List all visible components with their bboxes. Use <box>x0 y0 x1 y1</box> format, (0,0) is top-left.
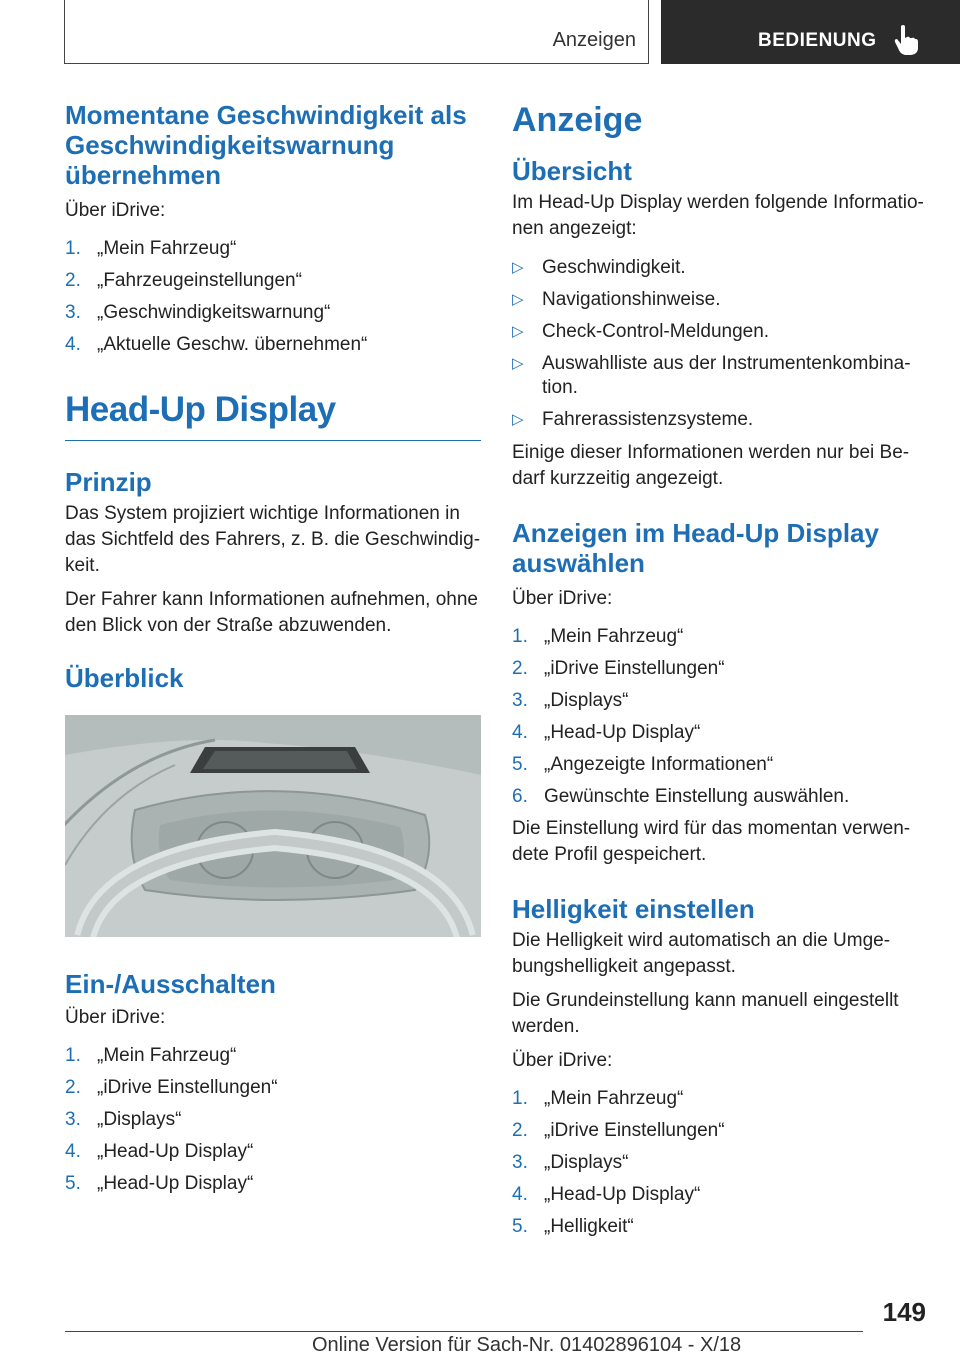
heading-rule <box>65 440 481 441</box>
list-item: 6. Gewünschte Einstellung auswählen. <box>512 786 850 807</box>
list-item: 5. „Head-Up Display“ <box>65 1173 254 1194</box>
info-bullet-list <box>512 256 932 432</box>
heading-helligkeit: Helligkeit einstellen <box>512 894 755 924</box>
list-item: ▷ Auswahlliste aus der Instrumentenkombina- tion. <box>512 353 911 398</box>
list-item: ▷ Check-Control-Meldungen. <box>512 321 770 342</box>
triangle-bullet-icon: ▷ <box>512 323 524 340</box>
pointing-hand-icon <box>893 24 919 56</box>
left-column <box>65 100 481 1203</box>
list-item: 4. „Aktuelle Geschw. übernehmen“ <box>65 334 368 355</box>
page-number: 149 <box>882 1297 926 1327</box>
profil-paragraph: Die Einstellung wird für das momentan verwen- dete Profil gespeichert. <box>512 818 911 865</box>
triangle-bullet-icon: ▷ <box>512 411 524 428</box>
list-item: 4. „Head-Up Display“ <box>512 722 701 743</box>
note-paragraph: Einige dieser Informationen werden nur bei Be- darf kurzzeitig angezeigt. <box>512 442 910 489</box>
header-section-box <box>64 0 649 64</box>
idrive-via-2: Über iDrive: <box>65 1007 166 1028</box>
idrive-via-4: Über iDrive: <box>512 1050 613 1071</box>
steps-list-2 <box>65 1043 481 1197</box>
list-item: 1. „Mein Fahrzeug“ <box>512 626 684 647</box>
helligkeit-paragraph-2: Die Grundeinstellung kann manuell eingestellt werden. <box>512 990 899 1037</box>
list-item: ▷ Fahrerassistenzsysteme. <box>512 409 754 430</box>
list-item: 1. „Mein Fahrzeug“ <box>65 238 237 259</box>
dashboard-figure <box>65 715 481 937</box>
list-item: 5. „Helligkeit“ <box>512 1216 634 1237</box>
heading-uebersicht: Übersicht <box>512 156 632 186</box>
heading-speed-warning: Momentane Geschwindigkeit als Geschwindigkeitswarnung übernehmen <box>65 100 467 190</box>
list-item: 2. „Fahrzeugeinstellungen“ <box>65 270 302 291</box>
idrive-via-1: Über iDrive: <box>65 200 166 221</box>
steps-list-4 <box>512 1086 932 1240</box>
heading-head-up-display: Head-Up Display <box>65 390 336 429</box>
list-item: 2. „iDrive Einstellungen“ <box>512 658 725 679</box>
list-item: 4. „Head-Up Display“ <box>512 1184 701 1205</box>
list-item: ▷ Geschwindigkeit. <box>512 257 686 278</box>
uebersicht-paragraph: Im Head-Up Display werden folgende Informatio- nen angezeigt: <box>512 192 924 239</box>
triangle-bullet-icon: ▷ <box>512 259 524 276</box>
list-item: 3. „Geschwindigkeitswarnung“ <box>65 302 331 323</box>
header-chapter-label: BEDIENUNG <box>758 30 877 51</box>
list-item: 3. „Displays“ <box>65 1109 182 1130</box>
heading-prinzip: Prinzip <box>65 467 152 497</box>
triangle-bullet-icon: ▷ <box>512 291 524 308</box>
helligkeit-paragraph-1: Die Helligkeit wird automatisch an die Umge- bungshelligkeit angepasst. <box>512 930 891 977</box>
steps-list-1 <box>65 236 481 358</box>
heading-anzeige: Anzeige <box>512 101 643 139</box>
list-item: 3. „Displays“ <box>512 1152 629 1173</box>
heading-ueberblick: Überblick <box>65 663 184 693</box>
list-item: 5. „Angezeigte Informationen“ <box>512 754 774 775</box>
prinzip-paragraph-1: Das System projiziert wichtige Informationen in das Sichtfeld des Fahrers, z. B. die Geschwindig- keit. <box>65 503 481 576</box>
right-column <box>512 100 932 1246</box>
footer-online-version: Online Version für Sach-Nr. 01402896104 - X/18 <box>312 1334 742 1356</box>
list-item: ▷ Navigationshinweise. <box>512 289 721 310</box>
list-item: 2. „iDrive Einstellungen“ <box>512 1120 725 1141</box>
list-item: 1. „Mein Fahrzeug“ <box>512 1088 684 1109</box>
prinzip-paragraph-2: Der Fahrer kann Informationen aufnehmen, ohne den Blick von der Straße abzuwenden. <box>65 589 478 636</box>
triangle-bullet-icon: ▷ <box>512 355 524 372</box>
heading-anzeigen-auswaehlen: Anzeigen im Head-Up Display auswählen <box>512 518 879 578</box>
dashboard-illustration <box>65 715 481 937</box>
list-item: 3. „Displays“ <box>512 690 629 711</box>
list-item: 2. „iDrive Einstellungen“ <box>65 1077 278 1098</box>
steps-list-3 <box>512 624 932 810</box>
heading-ein-ausschalten: Ein-/Ausschalten <box>65 969 276 999</box>
list-item: 4. „Head-Up Display“ <box>65 1141 254 1162</box>
list-item: 1. „Mein Fahrzeug“ <box>65 1045 237 1066</box>
header-chapter-tab <box>661 0 960 64</box>
idrive-via-3: Über iDrive: <box>512 588 613 609</box>
footer-rule <box>65 1331 863 1332</box>
header-section-title: Anzeigen <box>552 29 636 51</box>
